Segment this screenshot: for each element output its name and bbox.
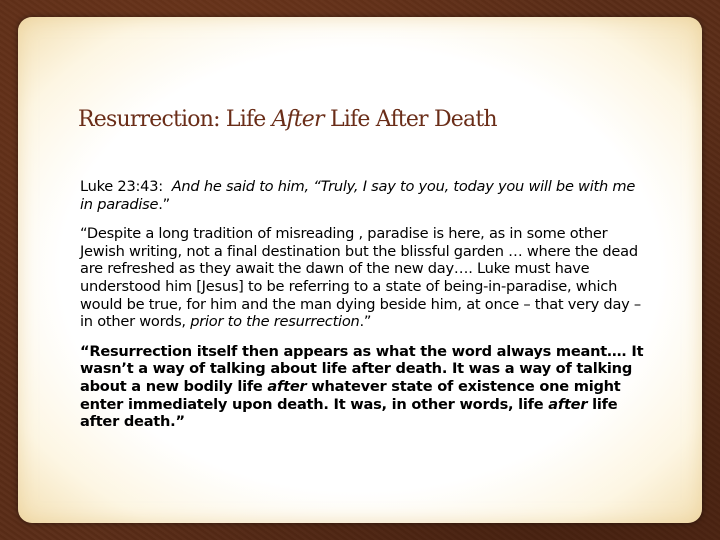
quote2-emphasis-1: after: [267, 377, 307, 395]
quote1-emphasis: prior to the resurrection: [190, 313, 360, 331]
slide-title: [78, 107, 497, 132]
quote1-text: “Despite a long tradition of misreading , paradise is here, as in some other Jewish writing, not a final destination but the blissful garden … where the dead are refreshed as they await the dawn of the new day…. Luke must have understood him [Jesus] to be referring to a state of being-in-paradise, which would be true, for him and the man dying beside him, at once – that very day – in other words,: [80, 225, 641, 331]
verse-text: And he said to him, “Truly, I say to you, today you will be with me in paradise: [80, 178, 636, 213]
quote-paragraph-1: [80, 225, 650, 331]
title-emphasis: After: [271, 107, 324, 132]
slide-body: [80, 178, 650, 443]
quote1-end: .”: [359, 313, 372, 331]
verse-paragraph: [80, 178, 650, 213]
verse-reference: Luke 23:43:: [80, 178, 163, 195]
quote2-part-3: life after death.”: [80, 395, 618, 431]
title-part-2: Life After Death: [323, 107, 497, 132]
quote2-part-1: “Resurrection itself then appears as what the word always meant…. It wasn’t a way of talking about life after death. It was a way of talking about a new bodily life: [80, 342, 644, 395]
verse-end: .”: [158, 195, 170, 213]
verse-gap: [163, 178, 172, 195]
title-part-1: Resurrection: Life: [78, 107, 272, 132]
quote-paragraph-2: [80, 343, 650, 431]
quote2-emphasis-2: after: [548, 395, 588, 413]
quote2-part-2: whatever state of existence one might enter immediately upon death. It was, in other words, life: [80, 377, 621, 413]
slide-panel: [18, 17, 702, 523]
